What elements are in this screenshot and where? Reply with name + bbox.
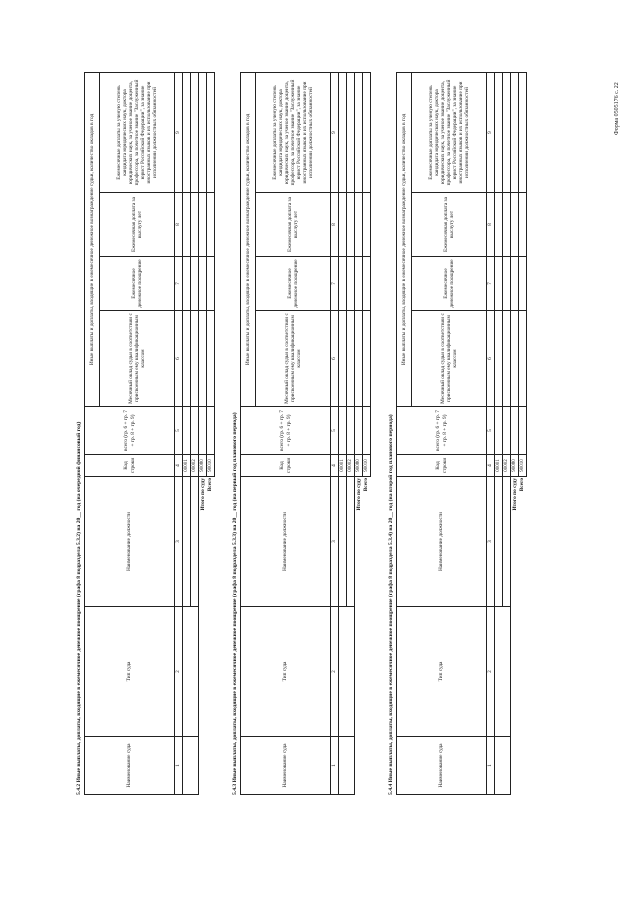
court-total-row [199, 72, 207, 794]
column-number: 6 [175, 311, 183, 407]
table-row [183, 72, 191, 794]
header-court-type: Тип суда [241, 607, 331, 737]
value-cell [199, 193, 207, 257]
column-number: 8 [175, 193, 183, 257]
line-code-cell: 00002 [347, 455, 355, 477]
expense-table [396, 72, 527, 795]
header-group: Иные выплаты и доплаты, входящие в ежемесячное денежное вознаграждение судьи, количество окладов в год [397, 72, 412, 406]
court-name-cell [339, 737, 355, 795]
column-number-row [487, 72, 495, 794]
value-cell [183, 311, 191, 407]
grand-total-label: Всего [207, 478, 214, 492]
value-cell [355, 407, 363, 455]
column-number: 5 [175, 407, 183, 455]
line-code-cell: 90010 [207, 455, 215, 477]
column-number: 5 [331, 407, 339, 455]
value-cell [511, 257, 519, 311]
table-row [339, 72, 347, 794]
value-cell [495, 257, 503, 311]
column-number: 6 [331, 311, 339, 407]
header-monthly-reward: Ежемесячное денежное поощрение [256, 257, 331, 311]
column-number: 6 [487, 311, 495, 407]
column-number: 4 [175, 455, 183, 477]
line-code-cell: 90080 [511, 455, 519, 477]
grand-total-row [363, 72, 371, 794]
column-number: 8 [487, 193, 495, 257]
header-position: Наименование должности [241, 477, 331, 607]
header-seniority-bonus: Ежемесячная доплата за выслугу лет [100, 193, 175, 257]
header-court-type: Тип суда [397, 607, 487, 737]
value-cell [511, 72, 519, 192]
value-cell [503, 311, 511, 407]
line-code-cell: 90010 [363, 455, 371, 477]
court-total-label: Итого по суду [511, 478, 518, 511]
value-cell [199, 407, 207, 455]
value-cell [191, 72, 199, 192]
header-other-bonuses: Ежемесячные доплаты за ученую степень кандидата юридических наук, доктора юридических наук, за ученое звание доцента, профессора, за почетное звание "Заслуженный юрист Российской Федерации", за знание иностранных языков и их использование при исполнении должностных обязанностей [100, 72, 175, 192]
value-cell [339, 311, 347, 407]
value-cell [363, 407, 371, 455]
grand-total-row [519, 72, 527, 794]
grand-total-label: Всего [519, 478, 526, 492]
header-court-name: Наименование суда [241, 737, 331, 795]
value-cell [363, 257, 371, 311]
value-cell [355, 193, 363, 257]
table-row [495, 72, 503, 794]
value-cell [183, 257, 191, 311]
value-cell [199, 72, 207, 192]
column-number: 1 [175, 737, 183, 795]
section-5-4-2 [76, 73, 215, 795]
value-cell [363, 311, 371, 407]
value-cell [183, 193, 191, 257]
expense-table [240, 72, 371, 795]
section-title: 5.4.3 Иные выплаты, доплаты, входящие в ежемесячное денежное поощрение (графа 8 подраздела 5.3.3) на 20__ год (на первый год планового периода) [232, 412, 238, 795]
line-code-cell: 00002 [503, 455, 511, 477]
line-code-cell: 90080 [355, 455, 363, 477]
value-cell [339, 407, 347, 455]
column-number: 7 [487, 257, 495, 311]
header-position: Наименование должности [85, 477, 175, 607]
value-cell [511, 311, 519, 407]
value-cell [495, 311, 503, 407]
header-total: всего (гр. 6 + гр. 7 + гр. 8 + гр. 9) [241, 407, 331, 455]
column-number: 9 [487, 72, 495, 192]
line-code-cell: 00001 [495, 455, 503, 477]
court-type-cell [495, 607, 511, 737]
column-number: 3 [487, 477, 495, 607]
header-other-bonuses: Ежемесячные доплаты за ученую степень кандидата юридических наук, доктора юридических наук, за ученое звание доцента, профессора, за почетное звание "Заслуженный юрист Российской Федерации", за знание иностранных языков и их использование при исполнении должностных обязанностей [412, 72, 487, 192]
value-cell [347, 311, 355, 407]
value-cell [503, 257, 511, 311]
header-salary: Месячный оклад судьи в соответствии с присвоенным ему квалификационным классом [256, 311, 331, 407]
value-cell [347, 72, 355, 192]
column-number: 8 [331, 193, 339, 257]
column-number: 4 [487, 455, 495, 477]
header-line-code: Код строки [397, 455, 487, 477]
header-total: всего (гр. 6 + гр. 7 + гр. 8 + гр. 9) [85, 407, 175, 455]
header-monthly-reward: Ежемесячное денежное поощрение [412, 257, 487, 311]
header-court-name: Наименование суда [85, 737, 175, 795]
line-code-cell: 00001 [339, 455, 347, 477]
court-total-row [355, 72, 363, 794]
position-cell [347, 477, 355, 607]
value-cell [347, 193, 355, 257]
value-cell [191, 311, 199, 407]
value-cell [503, 193, 511, 257]
court-name-cell [495, 737, 511, 795]
header-seniority-bonus: Ежемесячная доплата за выслугу лет [256, 193, 331, 257]
value-cell [339, 193, 347, 257]
value-cell [183, 407, 191, 455]
header-seniority-bonus: Ежемесячная доплата за выслугу лет [412, 193, 487, 257]
value-cell [339, 72, 347, 192]
value-cell [363, 72, 371, 192]
section-title: 5.4.2 Иные выплаты, доплаты, входящие в ежемесячное денежное поощрение (графа 8 подраздела 5.3.2) на 20__ год (на очередной финансовый год) [76, 421, 82, 795]
value-cell [207, 72, 215, 192]
header-salary: Месячный оклад судьи в соответствии с присвоенным ему квалификационным классом [100, 311, 175, 407]
column-number: 2 [331, 607, 339, 737]
header-line-code: Код строки [241, 455, 331, 477]
column-number: 2 [175, 607, 183, 737]
value-cell [519, 311, 527, 407]
value-cell [519, 193, 527, 257]
column-number: 1 [331, 737, 339, 795]
position-cell [183, 477, 191, 607]
header-group: Иные выплаты и доплаты, входящие в ежемесячное денежное вознаграждение судьи, количество окладов в год [85, 72, 100, 406]
header-monthly-reward: Ежемесячное денежное поощрение [100, 257, 175, 311]
value-cell [207, 311, 215, 407]
header-group: Иные выплаты и доплаты, входящие в ежемесячное денежное вознаграждение судьи, количество окладов в год [241, 72, 256, 406]
column-number: 4 [331, 455, 339, 477]
value-cell [495, 72, 503, 192]
value-cell [519, 257, 527, 311]
value-cell [339, 257, 347, 311]
header-salary: Месячный оклад судьи в соответствии с присвоенным ему квалификационным классом [412, 311, 487, 407]
value-cell [199, 311, 207, 407]
value-cell [363, 193, 371, 257]
value-cell [355, 72, 363, 192]
form-code: Форма 0505176 с. 22 [614, 82, 620, 135]
grand-total-row [207, 72, 215, 794]
section-title: 5.4.4 Иные выплаты, доплаты, входящие в ежемесячное денежное поощрение (графа 8 подраздела 5.3.4) на 20__ год (на второй год планового периода) [388, 414, 394, 795]
column-number: 7 [331, 257, 339, 311]
line-code-cell: 00001 [183, 455, 191, 477]
value-cell [519, 72, 527, 192]
section-5-4-3 [232, 73, 371, 795]
value-cell [495, 407, 503, 455]
value-cell [519, 407, 527, 455]
column-number: 1 [487, 737, 495, 795]
position-cell [503, 477, 511, 607]
court-type-cell [183, 607, 199, 737]
value-cell [191, 193, 199, 257]
header-other-bonuses: Ежемесячные доплаты за ученую степень кандидата юридических наук, доктора юридических наук, за ученое звание доцента, профессора, за почетное звание "Заслуженный юрист Российской Федерации", за знание иностранных языков и их использование при исполнении должностных обязанностей [256, 72, 331, 192]
value-cell [511, 193, 519, 257]
line-code-cell: 00002 [191, 455, 199, 477]
position-cell [495, 477, 503, 607]
value-cell [191, 407, 199, 455]
header-total: всего (гр. 6 + гр. 7 + гр. 8 + гр. 9) [397, 407, 487, 455]
value-cell [207, 193, 215, 257]
line-code-cell: 90010 [519, 455, 527, 477]
value-cell [495, 193, 503, 257]
header-line-code: Код строки [85, 455, 175, 477]
court-total-label: Итого по суду [199, 478, 206, 511]
column-number: 3 [175, 477, 183, 607]
court-total-row [511, 72, 519, 794]
header-court-name: Наименование суда [397, 737, 487, 795]
column-number-row [175, 72, 183, 794]
value-cell [199, 257, 207, 311]
column-number: 5 [487, 407, 495, 455]
line-code-cell: 90080 [199, 455, 207, 477]
court-total-label: Итого по суду [355, 478, 362, 511]
value-cell [207, 407, 215, 455]
court-type-cell [339, 607, 355, 737]
court-name-cell [183, 737, 199, 795]
column-number-row [331, 72, 339, 794]
value-cell [347, 407, 355, 455]
column-number: 9 [331, 72, 339, 192]
header-court-type: Тип суда [85, 607, 175, 737]
header-position: Наименование должности [397, 477, 487, 607]
value-cell [503, 72, 511, 192]
column-number: 9 [175, 72, 183, 192]
value-cell [511, 407, 519, 455]
value-cell [191, 257, 199, 311]
position-cell [339, 477, 347, 607]
column-number: 2 [487, 607, 495, 737]
value-cell [503, 407, 511, 455]
value-cell [355, 311, 363, 407]
column-number: 7 [175, 257, 183, 311]
section-5-4-4 [388, 73, 527, 795]
column-number: 3 [331, 477, 339, 607]
value-cell [183, 72, 191, 192]
value-cell [207, 257, 215, 311]
position-cell [191, 477, 199, 607]
expense-table [84, 72, 215, 795]
grand-total-label: Всего [363, 478, 370, 492]
value-cell [355, 257, 363, 311]
value-cell [347, 257, 355, 311]
